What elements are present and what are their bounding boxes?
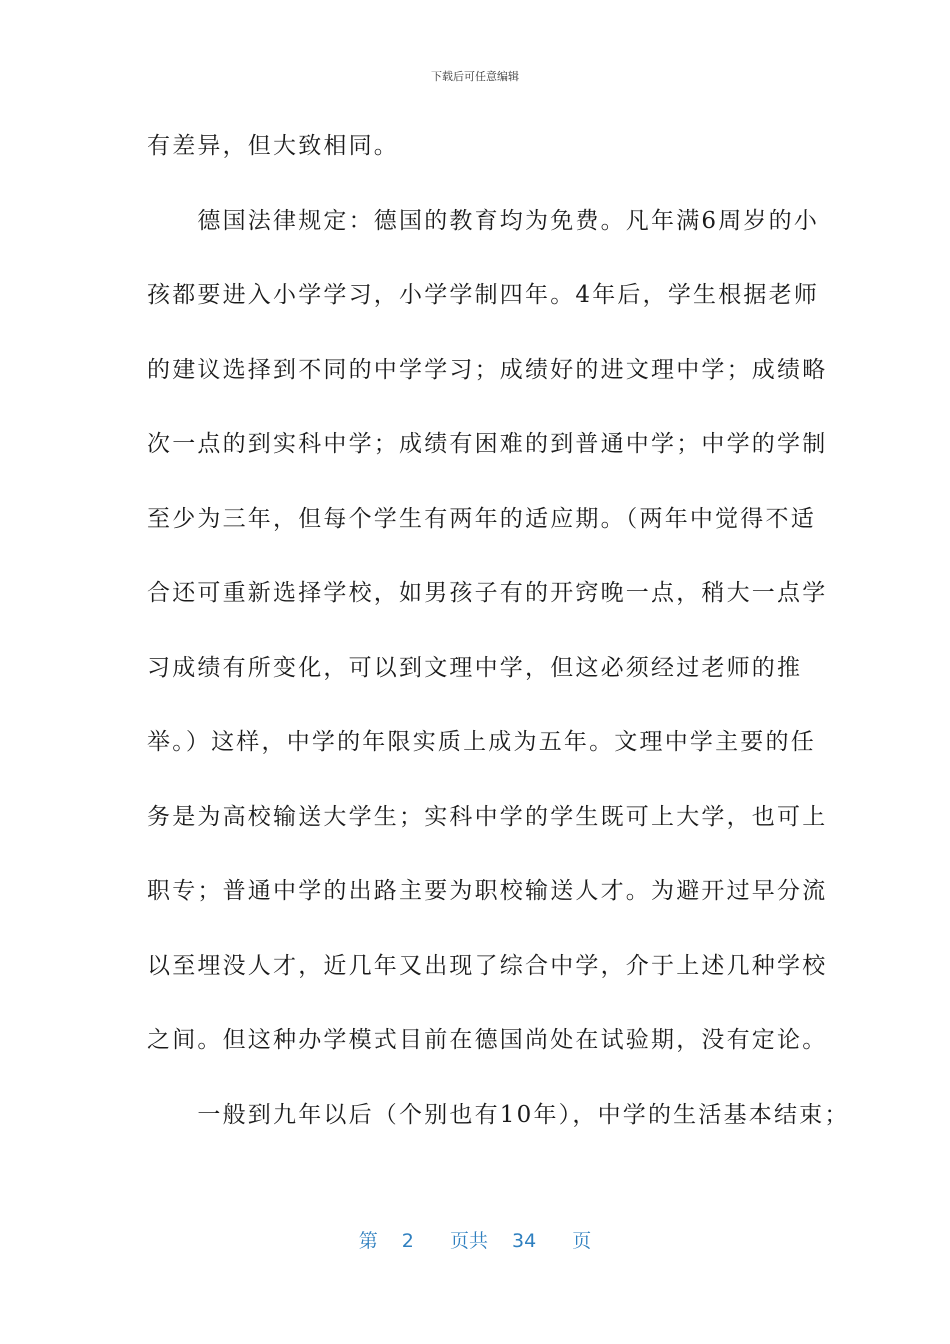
text-line: 孩都要进入小学学习，小学学制四年。4年后，学生根据老师 — [147, 282, 820, 308]
text-line: 有差异，但大致相同。 — [147, 133, 399, 159]
text-line: 之间。但这种办学模式目前在德国尚处在试验期，没有定论。 — [147, 1027, 828, 1053]
text-line: 职专；普通中学的出路主要为职校输送人才。为避开过早分流 — [147, 878, 828, 904]
footer-prefix: 第 — [358, 1230, 378, 1252]
text-line: 至少为三年，但每个学生有两年的适应期。（两年中觉得不适 — [147, 505, 816, 532]
text-line: 以至埋没人才，近几年又出现了综合中学，介于上述几种学校 — [147, 952, 828, 979]
text-line: 次一点的到实科中学；成绩有困难的到普通中学；中学的学制 — [147, 431, 828, 457]
text-line: 务是为高校输送大学生；实科中学的学生既可上大学，也可上 — [147, 803, 828, 830]
text-line: 一般到九年以后（个别也有10年），中学的生活基本结束； — [147, 1101, 850, 1128]
footer-suffix: 页 — [572, 1230, 592, 1252]
document-body — [147, 127, 850, 1170]
text-line: 习成绩有所变化，可以到文理中学，但这必须经过老师的推 — [147, 654, 803, 681]
current-page-number: 2 — [401, 1230, 414, 1252]
text-line: 举。）这样，中学的年限实质上成为五年。文理中学主要的任 — [147, 729, 816, 755]
text-line: 合还可重新选择学校，如男孩子有的开窍晚一点，稍大一点学 — [147, 580, 828, 606]
footer-middle: 页共 — [449, 1230, 488, 1252]
text-line: 德国法律规定：德国的教育均为免费。凡年满6周岁的小 — [147, 207, 820, 234]
text-line: 的建议选择到不同的中学学习；成绩好的进文理中学；成绩略 — [147, 356, 828, 383]
page-header: 下载后可任意编辑 — [431, 70, 519, 83]
page-footer — [0, 1226, 950, 1253]
total-page-count: 34 — [512, 1230, 537, 1252]
